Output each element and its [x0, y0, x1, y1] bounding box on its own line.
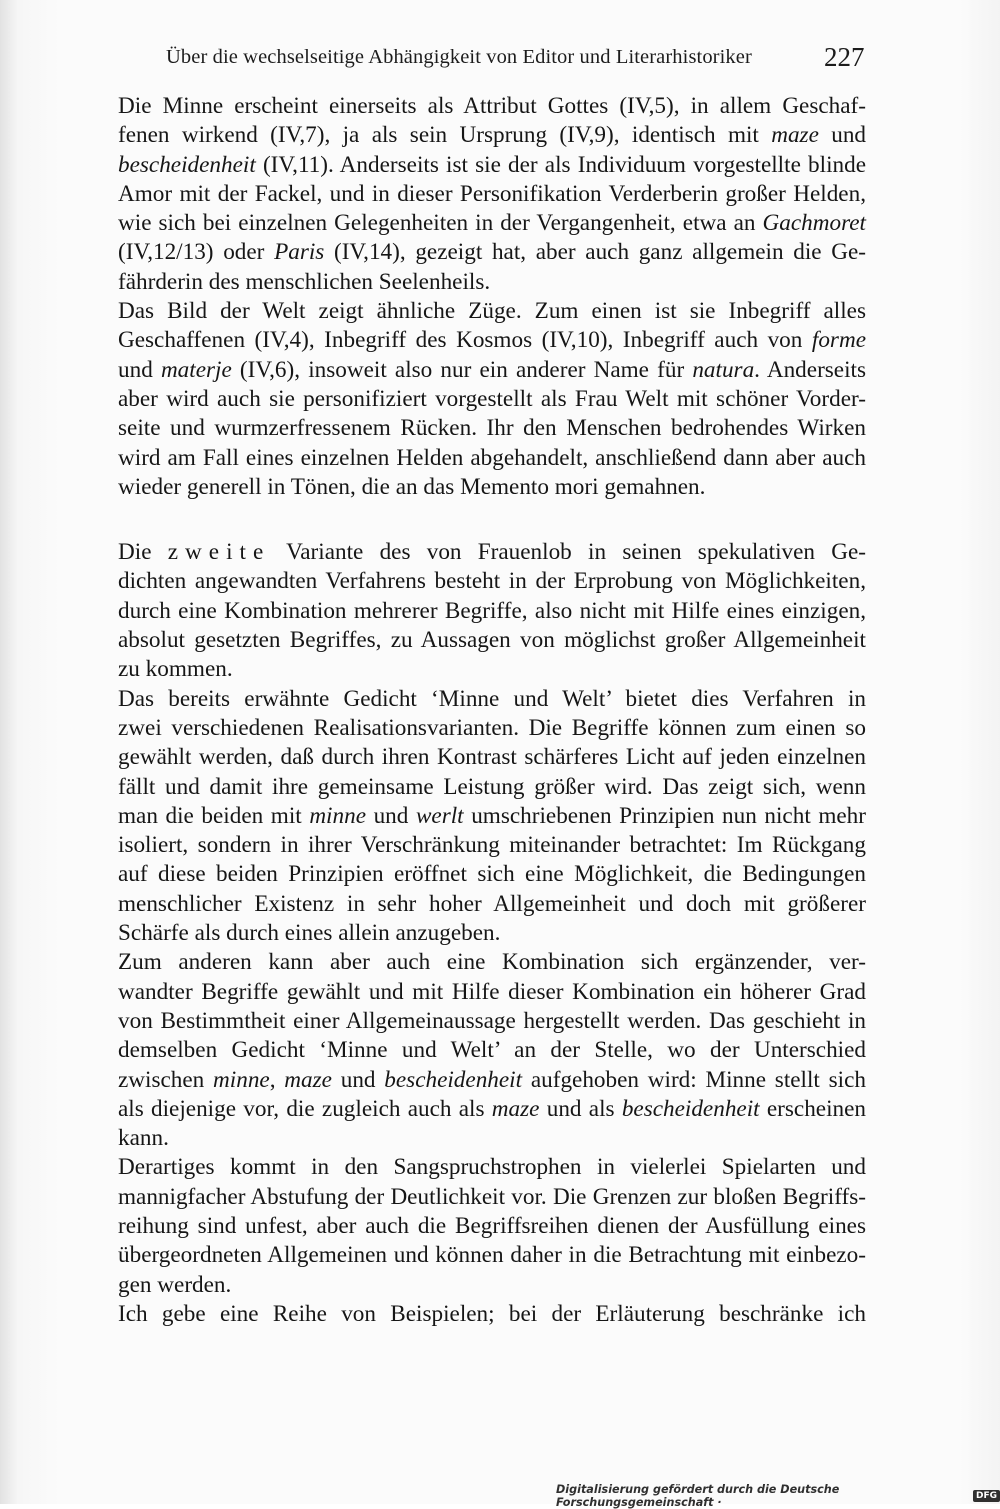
paragraph-4 — [72, 685, 866, 949]
text-line: fährderin des menschlichen Seelenheils. — [118, 268, 491, 295]
italic-term: bescheidenheit — [118, 151, 256, 178]
text-line: dichten angewandten Verfahrens besteht in der Erprobung von Möglichkeiten, — [118, 568, 866, 595]
text-line: von Bestimmtheit einer Allgemeinaussage hergestellt werden. Das geschieht in — [118, 1007, 866, 1034]
italic-term: maze — [771, 122, 819, 149]
text-line: Ich gebe eine Reihe von Beispielen; bei der Erläuterung beschränke ich — [118, 1300, 866, 1327]
digitization-credit — [556, 1483, 1000, 1509]
text-line: Amor mit der Fackel, und in dieser Personifikation Verderberin großer Helden, — [118, 180, 866, 207]
text-line: durch eine Kombination mehrerer Begriffe, also nicht mit Hilfe eines einzigen, — [118, 597, 866, 624]
text-line: fällt und damit ihre gemeinsame Leistung größer wird. Das zeigt sich, wenn — [118, 773, 866, 800]
text-line: mannigfacher Abstufung der Deutlichkeit vor. Die Grenzen zur bloßen Begriffs- — [118, 1183, 866, 1210]
text-line: als diejenige vor, die zugleich auch als maze und als bescheidenheit erscheinen — [118, 1095, 866, 1122]
text-line: reihung sind unfest, aber auch die Begriffsreihen dienen der Ausfüllung eines — [118, 1212, 866, 1239]
paragraph-5 — [72, 948, 866, 1153]
italic-term: Gachmoret — [762, 210, 866, 237]
italic-term: minne — [213, 1066, 270, 1093]
italic-term: Paris — [274, 239, 325, 266]
text-line: Die Minne erscheint einerseits als Attribut Gottes (IV,5), in allem Geschaf- — [118, 93, 866, 119]
paragraph-7 — [72, 1300, 866, 1329]
text-line: wie sich bei einzelnen Gelegenheiten in der Vergangenheit, etwa an Gachmoret — [118, 210, 866, 237]
italic-term: werlt — [415, 802, 464, 829]
text-line: Derartiges kommt in den Sangspruchstrophen in vielerlei Spielarten und — [118, 1154, 866, 1181]
text-line: man die beiden mit minne und werlt umschriebenen Prinzipien nun nicht mehr — [118, 802, 866, 829]
text-line: absolut gesetzten Begriffes, zu Aussagen von möglichst großer Allgemeinheit — [118, 627, 866, 654]
spaced-emphasis: zweite — [167, 539, 271, 566]
paragraph-3 — [72, 538, 866, 684]
text-line: Schärfe als durch eines allein anzugeben. — [118, 920, 501, 947]
italic-term: maze — [491, 1095, 540, 1122]
text-line: isoliert, sondern in ihrer Verschränkung miteinander betrachtet: Im Rückgang — [118, 832, 866, 859]
text-line: (IV,12/13) oder Paris (IV,14), gezeigt hat, aber auch ganz allgemein die Ge- — [118, 239, 866, 266]
text-line: Zum anderen kann aber auch eine Kombination sich ergänzender, ver- — [118, 949, 866, 976]
italic-term: bescheidenheit — [621, 1095, 760, 1122]
text-line: übergeordneten Allgemeinen und können daher in die Betrachtung mit einbezo- — [118, 1242, 866, 1269]
italic-term: maze — [284, 1066, 332, 1093]
text-line: demselben Gedicht ‘Minne und Welt’ an der Stelle, wo der Unterschied — [118, 1037, 866, 1064]
paragraph-1 — [72, 92, 866, 297]
italic-term: minne — [309, 802, 366, 829]
paragraph-6 — [72, 1153, 866, 1299]
text-line: seite und wurmzerfressenem Rücken. Ihr den Menschen bedrohendes Wirken — [118, 415, 866, 442]
text-line: Das Bild der Welt zeigt ähnliche Züge. Zum einen ist sie Inbegriff alles — [118, 298, 866, 325]
italic-term: materje — [160, 356, 232, 383]
text-line: zwei verschiedenen Realisationsvarianten. Die Begriffe können zum einen so — [118, 714, 866, 741]
running-head: Über die wechselseitige Abhängigkeit von Editor und Literarhistoriker — [166, 46, 752, 68]
text-line: wird am Fall eines einzelnen Helden abgehandelt, anschließend dann aber auch — [118, 444, 866, 471]
italic-term: bescheidenheit — [384, 1066, 523, 1093]
text-line: Die zweite Variante des von Frauenlob in seinen spekulativen Ge- — [118, 539, 866, 566]
text-line: bescheidenheit (IV,11). Anderseits ist sie der als Individuum vorgestellte blinde — [118, 151, 866, 178]
paragraph-2 — [72, 297, 866, 502]
italic-term: forme — [811, 327, 866, 354]
text-line: Das bereits erwähnte Gedicht ‘Minne und Welt’ bietet dies Verfahren in — [118, 685, 866, 712]
text-line: aber wird auch sie personifiziert vorgestellt als Frau Welt mit schöner Vorder- — [118, 385, 866, 412]
dfg-logo-icon: DFG — [973, 1490, 1000, 1502]
text-line: gen werden. — [118, 1271, 232, 1298]
text-line: menschlicher Existenz in sehr hoher Allgemeinheit und doch mit größerer — [118, 890, 866, 917]
text-line: und materje (IV,6), insoweit also nur ein anderer Name für natura. Anderseits — [118, 356, 867, 383]
text-line: wieder generell in Tönen, die an das Memento mori gemahnen. — [118, 473, 706, 500]
text-line: fenen wirkend (IV,7), ja als sein Ursprung (IV,9), identisch mit maze und — [118, 122, 867, 149]
italic-term: natura — [692, 356, 755, 383]
text-line: zwischen minne, maze und bescheidenheit aufgehoben wird: Minne stellt sich — [118, 1066, 866, 1093]
body-text — [72, 92, 866, 1329]
text-line: zu kommen. — [118, 656, 233, 683]
text-line: auf diese beiden Prinzipien eröffnet sich eine Möglichkeit, die Bedingungen — [118, 861, 866, 888]
credit-text: Digitalisierung gefördert durch die Deutsche Forschungsgemeinschaft · — [556, 1483, 840, 1509]
text-line: wandter Begriffe gewählt und mit Hilfe dieser Kombination ein höherer Grad — [118, 978, 866, 1005]
text-line: kann. — [118, 1125, 169, 1152]
text-line: Geschaffenen (IV,4), Inbegriff des Kosmos (IV,10), Inbegriff auch von forme — [118, 327, 866, 354]
page-number: 227 — [824, 42, 865, 72]
text-line: gewählt werden, daß durch ihren Kontrast schärferes Licht auf jeden einzelnen — [118, 744, 866, 771]
